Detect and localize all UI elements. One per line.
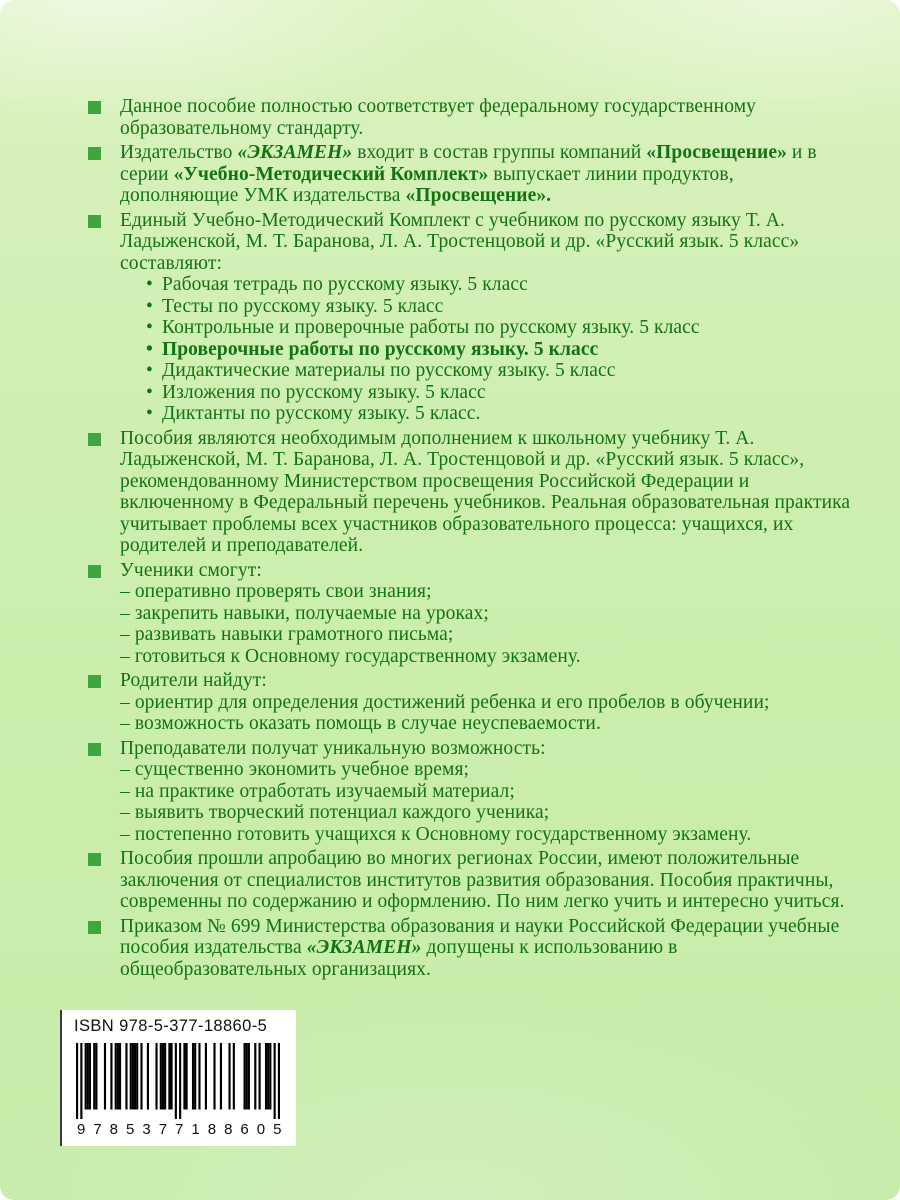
dash-item: – выявить творческий потенциал каждого ученика; [120, 802, 550, 823]
square-bullet-icon [88, 743, 101, 756]
dash-item: – закрепить навыки, получаемые на уроках; [120, 602, 489, 624]
list-item-label: Диктанты по русскому языку. 5 класс. [161, 403, 481, 424]
dash-item: – на практике отработать изучаемый материал; [120, 780, 515, 802]
section-text: Ученики смогут: [120, 559, 262, 581]
square-bullet-icon [88, 101, 101, 114]
dash-item: – оперативно проверять свои знания; [120, 581, 432, 602]
section-text: Издательство «ЭКЗАМЕН» входит в состав группы компаний «Просвещение» и в серии «Учебно-Методический Комплект» выпускает линии продуктов, дополняющие УМК издательства «Просвещение». [120, 142, 817, 206]
dash-item: – возможность оказать помощь в случае неуспеваемости. [120, 713, 601, 734]
bullet-section-umk-list [88, 210, 856, 425]
section-text: Приказом № 699 Министерства образования и науки Российской Федерации учебные пособия издательства «ЭКЗАМЕН» допущены к использованию в общеобразовательных организациях. [120, 915, 840, 980]
square-bullet-icon [88, 921, 101, 934]
square-bullet-icon [88, 675, 101, 688]
annotation-content [88, 96, 856, 983]
dot-bullet-icon: • [146, 274, 153, 295]
list-item [146, 403, 856, 425]
isbn-number: ISBN 978-5-377-18860-5 [74, 1017, 268, 1035]
list-item-label: Изложения по русскому языку. 5 класс [161, 381, 486, 403]
dot-bullet-icon: • [146, 360, 153, 381]
section-text: Единый Учебно-Методический Комплект с учебником по русскому языку Т. А. Ладыженской, М. Т. Баранова, Л. А. Тростенцовой и др. «Русский язык. 5 класс» составляют: [120, 209, 800, 274]
section-text: Родители найдут: [120, 670, 267, 691]
dash-item: – существенно экономить учебное время; [120, 759, 470, 780]
list-item [146, 382, 856, 404]
dot-bullet-icon: • [146, 338, 153, 360]
square-bullet-icon [88, 853, 101, 866]
dash-item: – постепенно готовить учащихся к Основному государственному экзамену. [120, 823, 752, 845]
bullet-section-order [88, 916, 856, 981]
list-item-label: Тесты по русскому языку. 5 класс [161, 295, 444, 317]
square-bullet-icon [88, 215, 101, 228]
bullet-section-publisher [88, 142, 856, 207]
dash-item: – развивать навыки грамотного письма; [120, 624, 454, 645]
list-item-label: Дидактические материалы по русскому языку. 5 класс [161, 360, 616, 381]
dash-item: – готовиться к Основному государственному экзамену. [120, 645, 581, 667]
bullet-section-standard [88, 96, 856, 139]
list-item-label: Рабочая тетрадь по русскому языку. 5 класс [161, 274, 528, 295]
bullet-section-parents [88, 670, 856, 735]
barcode-digits: 9785377188605 [77, 1121, 290, 1138]
bullet-section-pupils [88, 560, 856, 668]
dot-bullet-icon: • [146, 295, 153, 317]
bullet-section-supplement [88, 428, 856, 557]
section-text: Пособия прошли апробацию во многих регионах России, имеют положительные заключения от специалистов институтов развития образования. Пособия практичны, современны по содержанию и оформлению. По ним легко учить и интересно учиться. [120, 848, 845, 912]
isbn-block [60, 1010, 296, 1146]
bullet-section-teachers [88, 738, 856, 846]
umk-sublist [146, 274, 856, 425]
square-bullet-icon [88, 147, 101, 160]
dash-item: – ориентир для определения достижений ребенка и его пробелов в обучении; [120, 691, 770, 713]
square-bullet-icon [88, 565, 101, 578]
bullet-section-approbation [88, 848, 856, 913]
square-bullet-icon [88, 433, 101, 446]
list-item-label: Контрольные и проверочные работы по русскому языку. 5 класс [161, 317, 700, 338]
list-item [146, 317, 856, 339]
section-text: Данное пособие полностью соответствует федеральному государственному образовательному стандарту. [120, 96, 756, 139]
dot-bullet-icon: • [146, 381, 153, 403]
list-item [146, 360, 856, 382]
dot-bullet-icon: • [146, 317, 153, 338]
dot-bullet-icon: • [146, 403, 153, 424]
list-item-label: Проверочные работы по русскому языку. 5 класс [161, 338, 599, 360]
barcode [76, 1043, 280, 1119]
list-item-highlighted [146, 339, 856, 361]
section-text: Преподаватели получат уникальную возможность: [120, 737, 546, 759]
section-text: Пособия являются необходимым дополнением к школьному учебнику Т. А. Ладыженской, М. Т. Баранова, Л. А. Тростенцовой и др. «Русский язык. 5 класс», рекомендованному Министерством просвещения Российской Федерации и включенному в Федеральный перечень учебников. Реальная образовательная практика учитывает проблемы всех участников образовательного процесса: учащихся, их родителей и преподавателей. [120, 427, 851, 556]
list-item [146, 274, 856, 296]
list-item [146, 296, 856, 318]
